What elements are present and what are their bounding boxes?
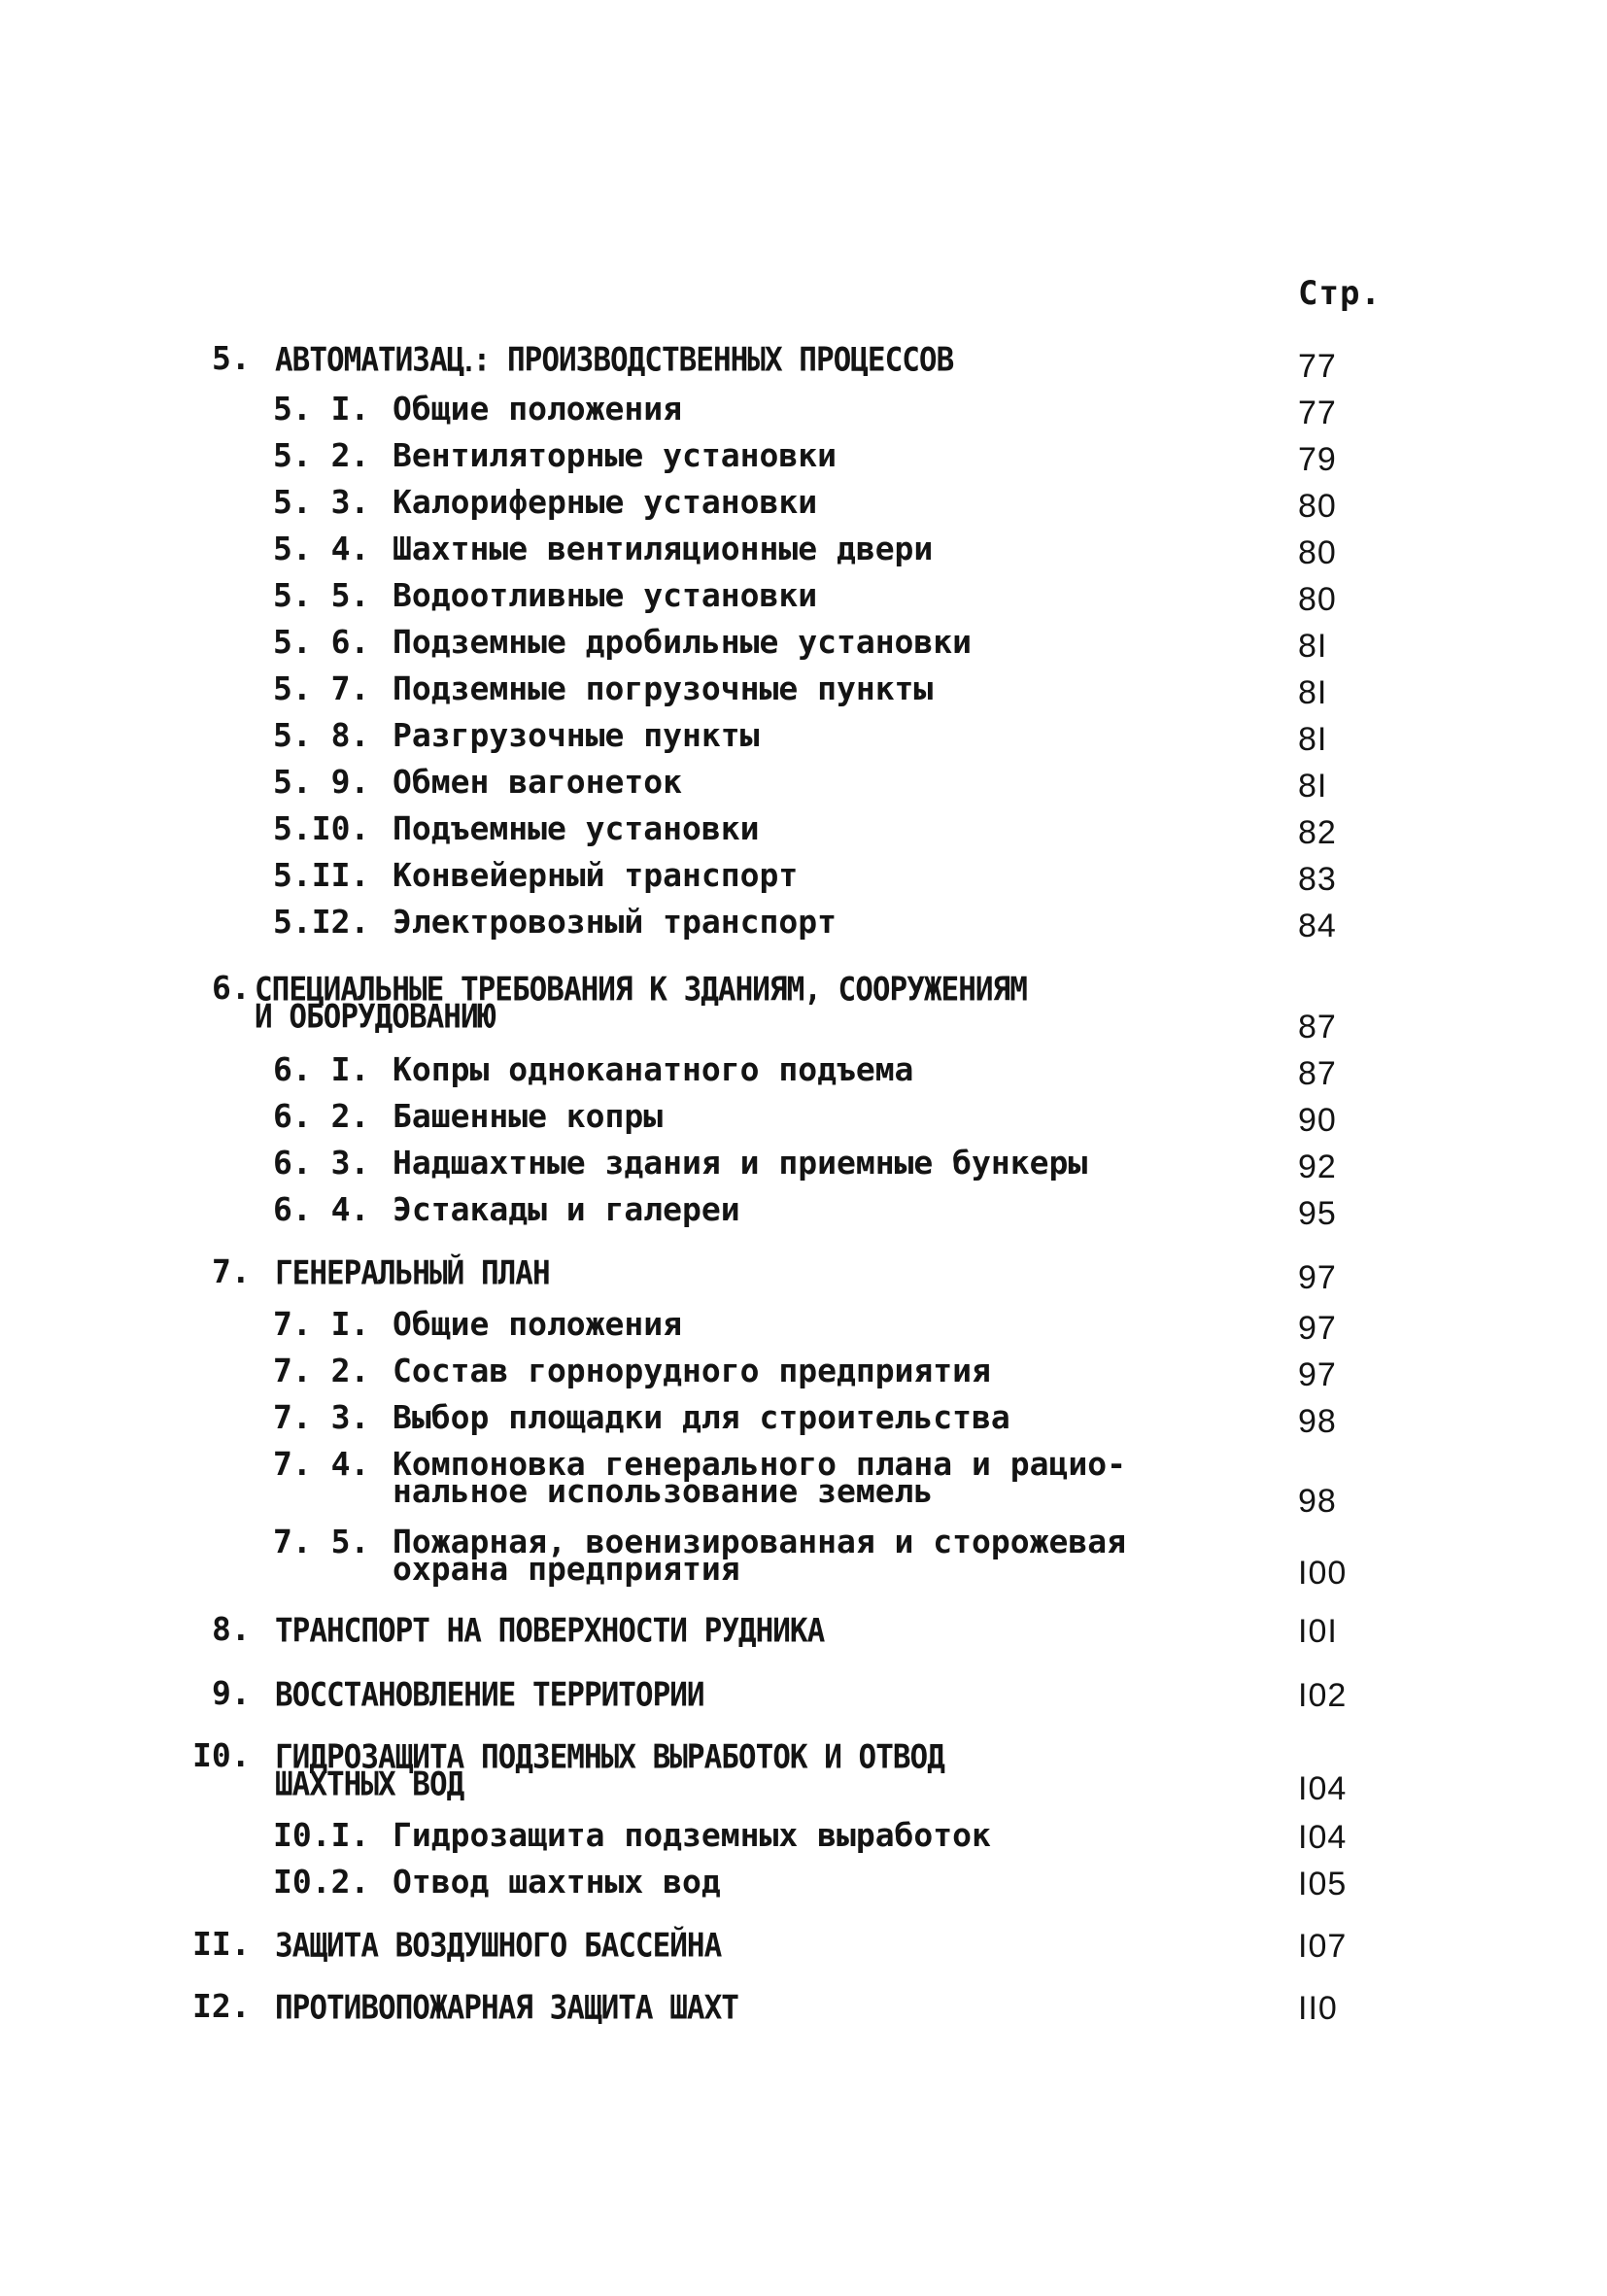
- toc-page: 98: [1298, 1403, 1337, 1440]
- toc-title: Пожарная, военизированная и сторожевая: [393, 1523, 1126, 1560]
- toc-title: Подземные погрузочные пункты: [393, 669, 934, 707]
- toc-number: I2.: [192, 1987, 251, 2025]
- toc-number: I0.: [192, 1736, 251, 1774]
- toc-title: Вентиляторные установки: [393, 436, 837, 474]
- toc-title: АВТОМАТИЗАЦ․: ПРОИЗВОДСТВЕННЫХ ПРОЦЕССОВ: [275, 340, 954, 380]
- toc-number: 7. 3.: [273, 1398, 370, 1436]
- toc-title-continued: И ОБОРУДОВАНИЮ: [255, 997, 496, 1037]
- toc-page: I05: [1298, 1866, 1348, 1902]
- toc-page: 90: [1298, 1102, 1337, 1139]
- toc-number: 5. 4.: [273, 530, 370, 567]
- toc-page: 80: [1298, 534, 1337, 571]
- toc-page: I04: [1298, 1819, 1348, 1856]
- toc-page: 77: [1298, 348, 1337, 385]
- toc-page: I02: [1298, 1677, 1348, 1714]
- toc-title: Отвод шахтных вод: [393, 1863, 721, 1901]
- toc-number: 5. 5.: [273, 576, 370, 614]
- toc-page: II0: [1298, 1990, 1338, 2027]
- toc-number: 5.II.: [273, 856, 370, 894]
- toc-title: ВОССТАНОВЛЕНИЕ ТЕРРИТОРИИ: [275, 1675, 704, 1715]
- toc-page: 80: [1298, 488, 1337, 525]
- toc-title: Подъемные установки: [393, 809, 760, 847]
- toc-title: Обмен вагонеток: [393, 763, 683, 801]
- toc-page: 82: [1298, 814, 1337, 851]
- toc-page: I07: [1298, 1928, 1348, 1965]
- toc-number: 5. 3.: [273, 483, 370, 521]
- toc-title: Водоотливные установки: [393, 576, 818, 614]
- toc-page: 97: [1298, 1356, 1337, 1393]
- toc-title-continued: охрана предприятия: [393, 1550, 740, 1588]
- toc-title: Башенные копры: [393, 1097, 664, 1135]
- toc-page: 77: [1298, 394, 1337, 431]
- toc-title: СПЕЦИАЛЬНЫЕ ТРЕБОВАНИЯ К ЗДАНИЯМ, СООРУЖЕНИЯМ: [255, 970, 1027, 1010]
- toc-number: 5. 2.: [273, 436, 370, 474]
- toc-title: Надшахтные здания и приемные бункеры: [393, 1144, 1088, 1182]
- toc-number: 7. I.: [273, 1305, 370, 1343]
- toc-number: I0.I.: [273, 1816, 370, 1854]
- toc-number: 8.: [212, 1610, 251, 1648]
- toc-title-continued: ШАХТНЫХ ВОД: [275, 1765, 464, 1804]
- toc-title: ЗАЩИТА ВОЗДУШНОГО БАССЕЙНА: [275, 1926, 722, 1966]
- toc-number: 5.: [212, 339, 251, 377]
- toc-title: Гидрозащита подземных выработок: [393, 1816, 991, 1854]
- toc-number: 6. I.: [273, 1050, 370, 1088]
- toc-number: 5. 7.: [273, 669, 370, 707]
- toc-title: Разгрузочные пункты: [393, 716, 760, 754]
- toc-page: 98: [1298, 1483, 1337, 1520]
- toc-title: Компоновка генерального плана и рацио-: [393, 1445, 1126, 1483]
- toc-page: 87: [1298, 1055, 1337, 1092]
- toc-page: 95: [1298, 1195, 1337, 1232]
- toc-number: 6. 4.: [273, 1190, 370, 1228]
- toc-page: 79: [1298, 441, 1337, 478]
- toc-title: Эстакады и галереи: [393, 1190, 740, 1228]
- toc-number: 7. 2.: [273, 1352, 370, 1389]
- toc-title: Электровозный транспорт: [393, 903, 837, 941]
- toc-number: 9.: [212, 1674, 251, 1712]
- toc-title: Подземные дробильные установки: [393, 623, 973, 661]
- toc-page: 8I: [1298, 721, 1328, 758]
- toc-page: 97: [1298, 1310, 1337, 1347]
- toc-title: Общие положения: [393, 1305, 683, 1343]
- toc-number: 5.I2.: [273, 903, 370, 941]
- toc-number: 7. 5.: [273, 1523, 370, 1560]
- toc-page: 97: [1298, 1259, 1337, 1296]
- toc-title: Выбор площадки для строительства: [393, 1398, 1010, 1436]
- toc-page: 8I: [1298, 768, 1328, 805]
- toc-page: 87: [1298, 1009, 1337, 1045]
- toc-number: 6. 3.: [273, 1144, 370, 1182]
- toc-title: Общие положения: [393, 390, 683, 428]
- toc-title: ТРАНСПОРТ НА ПОВЕРХНОСТИ РУДНИКА: [275, 1611, 825, 1651]
- toc-number: 5. I.: [273, 390, 370, 428]
- toc-title: ГЕНЕРАЛЬНЫЙ ПЛАН: [275, 1253, 550, 1293]
- toc-number: 6.: [212, 969, 251, 1007]
- toc-number: II.: [192, 1925, 251, 1963]
- toc-title: Конвейерный транспорт: [393, 856, 799, 894]
- toc-page: I00: [1298, 1555, 1348, 1592]
- toc-number: 6. 2.: [273, 1097, 370, 1135]
- toc-page: 80: [1298, 581, 1337, 618]
- toc-title: Шахтные вентиляционные двери: [393, 530, 934, 567]
- toc-number: 5.I0.: [273, 809, 370, 847]
- toc-title: Состав горнорудного предприятия: [393, 1352, 991, 1389]
- toc-number: 5. 8.: [273, 716, 370, 754]
- toc-page: I04: [1298, 1770, 1348, 1807]
- toc-page: 92: [1298, 1148, 1337, 1185]
- toc-page: I0I: [1298, 1613, 1338, 1650]
- toc-title-continued: нальное использование земель: [393, 1472, 934, 1510]
- toc-number: 5. 9.: [273, 763, 370, 801]
- toc-title: Калориферные установки: [393, 483, 818, 521]
- toc-page: 8I: [1298, 674, 1328, 711]
- toc-title: ГИДРОЗАЩИТА ПОДЗЕМНЫХ ВЫРАБОТОК И ОТВОД: [275, 1737, 944, 1777]
- toc-page: 83: [1298, 861, 1337, 898]
- toc-number: 5. 6.: [273, 623, 370, 661]
- toc-number: 7.: [212, 1252, 251, 1290]
- toc-page: 84: [1298, 908, 1337, 944]
- toc-page: 8I: [1298, 628, 1328, 665]
- toc-number: 7. 4.: [273, 1445, 370, 1483]
- toc-title: ПРОТИВОПОЖАРНАЯ ЗАЩИТА ШАХТ: [275, 1988, 738, 2028]
- toc-title: Копры одноканатного подъема: [393, 1050, 914, 1088]
- toc-number: I0.2.: [273, 1863, 370, 1901]
- page-column-header: Стр.: [1298, 274, 1382, 313]
